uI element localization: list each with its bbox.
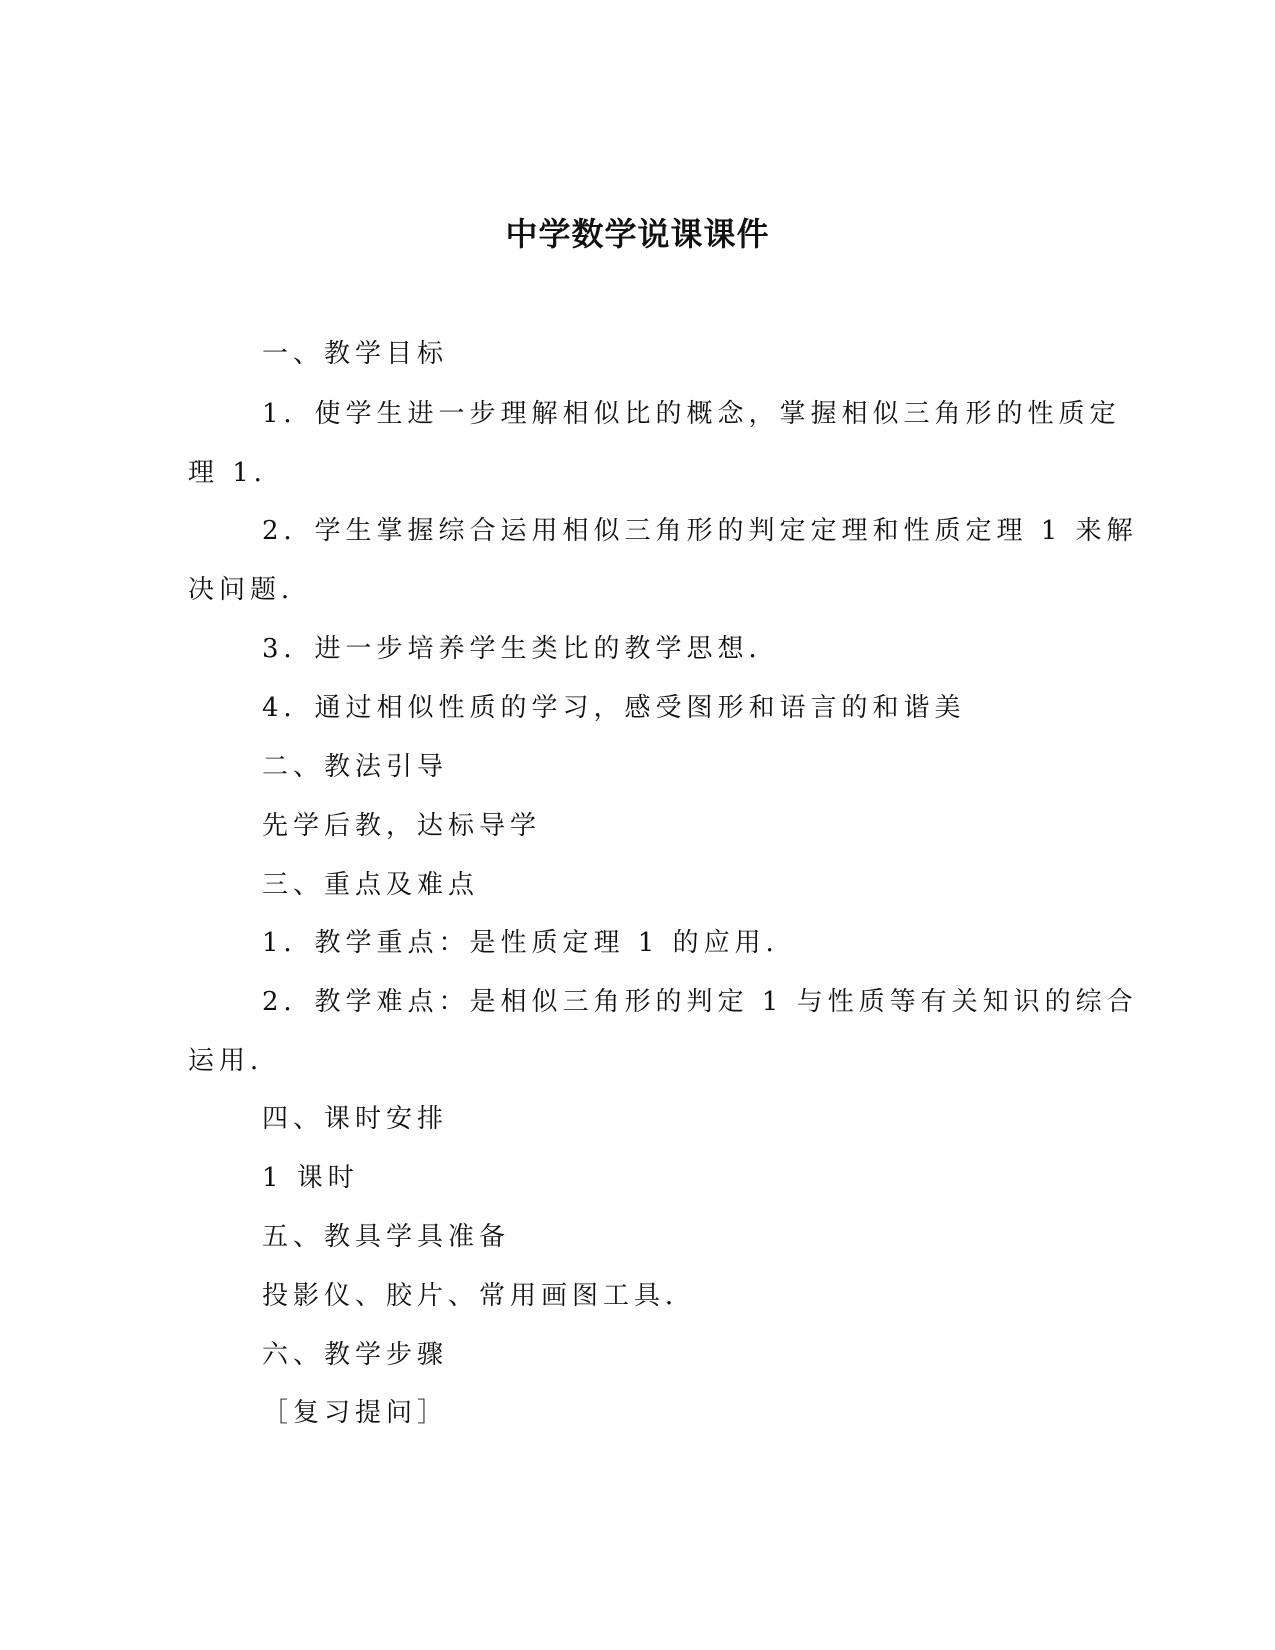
paragraph-line: 3．进一步培养学生类比的教学思想．: [262, 634, 780, 664]
paragraph-line: 1．使学生进一步理解相似比的概念，掌握相似三角形的性质定: [262, 399, 1121, 429]
section-heading-steps: 六、教学步骤: [262, 1340, 449, 1370]
paragraph-line: 2．教学难点：是相似三角形的判定 1 与性质等有关知识的综合: [262, 987, 1138, 1017]
section-heading-key-points: 三、重点及难点: [262, 870, 480, 900]
section-heading-materials: 五、教具学具准备: [262, 1222, 511, 1252]
paragraph-line: ［复习提问］: [262, 1398, 449, 1428]
paragraph-line: 运用．: [188, 1046, 282, 1076]
paragraph-line: 决问题．: [188, 575, 313, 605]
document-title: 中学数学说课课件: [505, 215, 770, 253]
paragraph-line: 先学后教，达标导学: [262, 811, 542, 841]
paragraph-line: 理 1．: [188, 458, 285, 488]
paragraph-line: 2．学生掌握综合运用相似三角形的判定定理和性质定理 1 来解: [262, 516, 1138, 546]
section-heading-objectives: 一、教学目标: [262, 339, 449, 369]
section-heading-schedule: 四、课时安排: [262, 1104, 449, 1134]
section-heading-method: 二、教法引导: [262, 752, 449, 782]
paragraph-line: 1 课时: [262, 1163, 359, 1193]
paragraph-line: 4．通过相似性质的学习，感受图形和语言的和谐美: [262, 693, 966, 723]
paragraph-line: 投影仪、胶片、常用画图工具．: [262, 1281, 697, 1311]
paragraph-line: 1．教学重点：是性质定理 1 的应用．: [262, 928, 797, 958]
